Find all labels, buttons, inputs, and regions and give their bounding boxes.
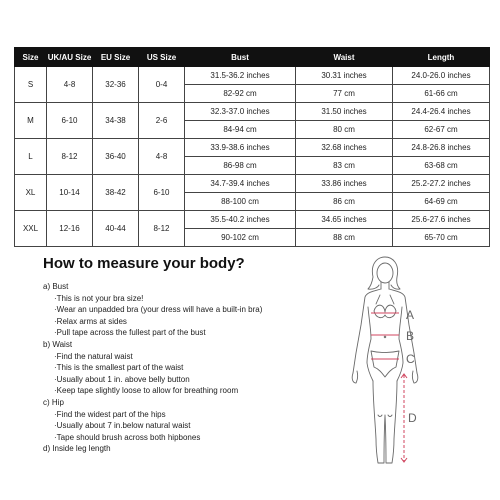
label-b: B — [406, 329, 415, 343]
size-cell: M — [15, 103, 47, 139]
length-inches-cell: 25.6-27.6 inches — [393, 211, 490, 229]
briefs-outline — [371, 351, 399, 377]
header-bust: Bust — [185, 48, 296, 67]
label-d: D — [408, 411, 417, 425]
header-uk-au-size: UK/AU Size — [47, 48, 93, 67]
bust-inches-cell: 31.5-36.2 inches — [185, 67, 296, 85]
length-inches-cell: 25.2-27.2 inches — [393, 175, 490, 193]
head-outline — [377, 263, 393, 283]
size-chart-header-row — [15, 48, 490, 67]
waist-cm-cell: 83 cm — [296, 157, 393, 175]
instruction-item: ·Wear an unpadded bra (your dress will have a built-in bra) — [54, 305, 263, 315]
instruction-heading: a) Bust — [43, 282, 69, 291]
waist-inches-cell: 32.68 inches — [296, 139, 393, 157]
bust-inches-cell: 32.3-37.0 inches — [185, 103, 296, 121]
eu-size-cell: 38-42 — [93, 175, 139, 211]
length-cm-cell: 64-69 cm — [393, 193, 490, 211]
waist-inches-cell: 31.50 inches — [296, 103, 393, 121]
size-chart-table — [14, 47, 490, 247]
instruction-item: ·Find the natural waist — [54, 351, 133, 361]
measure-guide-title: How to measure your body? — [43, 255, 245, 272]
uk-size-cell: 8-12 — [47, 139, 93, 175]
length-inches-cell: 24.8-26.8 inches — [393, 139, 490, 157]
instruction-item: ·This is not your bra size! — [54, 293, 144, 303]
length-cm-cell: 65-70 cm — [393, 229, 490, 247]
size-cell: L — [15, 139, 47, 175]
header-eu-size: EU Size — [93, 48, 139, 67]
instruction-item: ·Relax arms at sides — [54, 316, 127, 326]
length-cm-cell: 63-68 cm — [393, 157, 490, 175]
instruction-item: ·Usually about 1 in. above belly button — [54, 374, 190, 384]
us-size-cell: 6-10 — [139, 175, 185, 211]
instruction-item: ·Pull tape across the fullest part of the bust — [54, 328, 206, 338]
uk-size-cell: 4-8 — [47, 67, 93, 103]
us-size-cell: 8-12 — [139, 211, 185, 247]
instruction-heading: c) Hip — [43, 397, 64, 407]
waist-cm-cell: 88 cm — [296, 229, 393, 247]
bust-cm-cell: 82-92 cm — [185, 85, 296, 103]
length-inches-cell: 24.4-26.4 inches — [393, 103, 490, 121]
bra-outline — [374, 305, 396, 318]
bust-cm-cell: 84-94 cm — [185, 121, 296, 139]
instruction-item: ·Usually about 7 in.below natural waist — [54, 421, 191, 431]
instruction-item: ·Find the widest part of the hips — [54, 409, 166, 419]
header-us-size: US Size — [139, 48, 185, 67]
instruction-item: ·This is the smallest part of the waist — [54, 363, 184, 373]
instruction-heading: d) Inside leg length — [43, 444, 111, 454]
hair-outline — [368, 257, 400, 289]
header-size: Size — [15, 48, 47, 67]
eu-size-cell: 36-40 — [93, 139, 139, 175]
instruction-item: ·Keep tape slightly loose to allow for breathing room — [54, 386, 239, 396]
label-c: C — [406, 352, 415, 366]
length-cm-cell: 62-67 cm — [393, 121, 490, 139]
us-size-cell: 4-8 — [139, 139, 185, 175]
waist-inches-cell: 34.65 inches — [296, 211, 393, 229]
bust-cm-cell: 88-100 cm — [185, 193, 296, 211]
instruction-item: ·Tape should brush across both hipbones — [54, 432, 201, 442]
waist-cm-cell: 80 cm — [296, 121, 393, 139]
header-waist: Waist — [296, 48, 393, 67]
label-a: A — [406, 308, 415, 322]
length-cm-cell: 61-66 cm — [393, 85, 490, 103]
table-row — [15, 139, 490, 157]
instruction-heading: b) Waist — [43, 339, 73, 349]
body-measurement-figure — [340, 255, 450, 470]
table-row — [15, 175, 490, 193]
header-length: Length — [393, 48, 490, 67]
table-row — [15, 211, 490, 229]
table-row — [15, 67, 490, 85]
legs-outline — [373, 381, 397, 463]
measure-instructions — [43, 281, 353, 455]
bust-inches-cell: 34.7-39.4 inches — [185, 175, 296, 193]
uk-size-cell: 12-16 — [47, 211, 93, 247]
waist-inches-cell: 33.86 inches — [296, 175, 393, 193]
bust-inches-cell: 33.9-38.6 inches — [185, 139, 296, 157]
eu-size-cell: 32-36 — [93, 67, 139, 103]
bust-cm-cell: 90-102 cm — [185, 229, 296, 247]
length-inches-cell: 24.0-26.0 inches — [393, 67, 490, 85]
us-size-cell: 2-6 — [139, 103, 185, 139]
bust-inches-cell: 35.5-40.2 inches — [185, 211, 296, 229]
eu-size-cell: 34-38 — [93, 103, 139, 139]
size-cell: S — [15, 67, 47, 103]
waist-cm-cell: 77 cm — [296, 85, 393, 103]
eu-size-cell: 40-44 — [93, 211, 139, 247]
us-size-cell: 0-4 — [139, 67, 185, 103]
uk-size-cell: 10-14 — [47, 175, 93, 211]
bust-cm-cell: 86-98 cm — [185, 157, 296, 175]
waist-inches-cell: 30.31 inches — [296, 67, 393, 85]
uk-size-cell: 6-10 — [47, 103, 93, 139]
size-cell: XL — [15, 175, 47, 211]
size-cell: XXL — [15, 211, 47, 247]
table-row — [15, 103, 490, 121]
waist-cm-cell: 86 cm — [296, 193, 393, 211]
